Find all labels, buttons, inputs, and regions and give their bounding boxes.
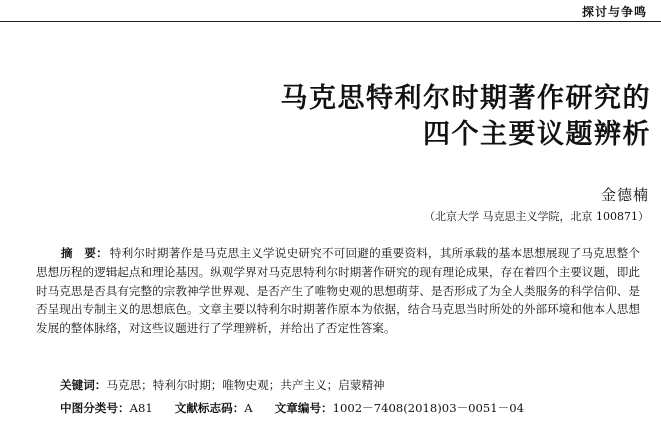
doc-code-label: 文献标志码： xyxy=(174,401,245,415)
keywords-line xyxy=(60,377,385,393)
classification-line xyxy=(60,400,524,416)
article-id-label: 文章编号： xyxy=(274,401,333,415)
doc-code-value: A xyxy=(244,401,253,415)
abstract-paragraph xyxy=(36,244,640,338)
keywords-label: 关键词： xyxy=(60,378,107,392)
header-rule xyxy=(0,21,661,22)
article-title-line-1: 马克思特利尔时期著作研究的 xyxy=(280,83,651,114)
author-name: 金德楠 xyxy=(600,186,649,204)
article-id-value: 1002－7408(2018)03－0051－04 xyxy=(332,401,525,415)
clc-value: A81 xyxy=(129,401,153,415)
article-title-line-2: 四个主要议题辨析 xyxy=(423,119,651,150)
author-affiliation: （北京大学 马克思主义学院，北京 100871） xyxy=(424,210,649,223)
keywords-value: 马克思；特利尔时期；唯物史观；共产主义；启蒙精神 xyxy=(106,378,385,392)
abstract-text: 特利尔时期著作是马克思主义学说史研究不可回避的重要资料，其所承载的基本思想展现了马克思整个思想历程的逻辑起点和理论基因。纵观学界对马克思特利尔时期著作研究的现有理论成果，存在着四个主要议题，即此时马克思是否具有完整的宗教神学世界观、是否产生了唯物史观的思想萌芽、是否形成了为全人类服务的科学信仰、是否呈现出专制主义的思想底色。文章主要以特利尔时期著作原本为依据，结合马克思当时所处的外部环境和他本人思想发展的整体脉络，对这些议题进行了学理辨析，并给出了否定性答案。 xyxy=(36,246,640,336)
section-label: 探讨与争鸣 xyxy=(581,5,647,19)
clc-label: 中图分类号： xyxy=(60,401,130,415)
abstract-label: 摘 要： xyxy=(61,246,108,260)
